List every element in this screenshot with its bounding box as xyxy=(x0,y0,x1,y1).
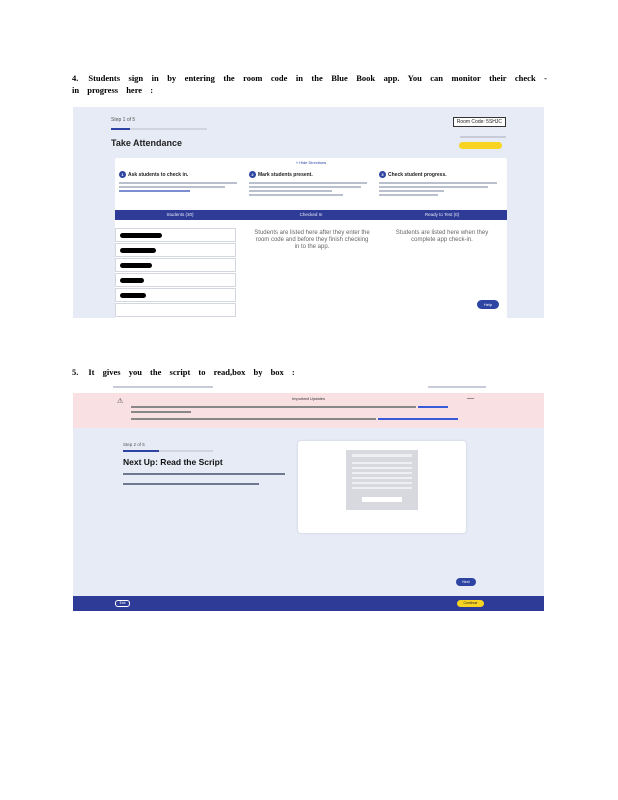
collapse-icon[interactable]: — xyxy=(467,395,474,402)
continue-button[interactable]: Continue xyxy=(457,600,484,607)
student-table xyxy=(115,220,507,318)
step-5-number: 5. xyxy=(72,367,79,377)
help-button[interactable]: Help xyxy=(477,300,499,309)
redacted-name xyxy=(120,293,146,298)
hide-directions-label: Hide Directions xyxy=(299,160,327,165)
attendance-screenshot xyxy=(73,107,544,318)
direction-1 xyxy=(119,171,237,192)
step-4-number: 4. xyxy=(72,73,79,83)
checked-in-empty-message: Students are listed here after they enter the room code and before they finish checking in to the app. xyxy=(254,230,370,250)
student-row[interactable] xyxy=(115,228,236,242)
warning-link-2[interactable] xyxy=(378,418,458,420)
exit-button[interactable]: Exit xyxy=(115,600,130,607)
step-progress-fill xyxy=(123,450,159,452)
direction-number: 1 xyxy=(119,171,126,178)
direction-2 xyxy=(249,171,367,196)
chevron-up-icon: ˄ xyxy=(295,160,299,165)
student-row[interactable] xyxy=(115,273,236,287)
student-row[interactable] xyxy=(115,243,236,257)
step-4-text: Students sign in by entering the room code in the Blue Book app. You can monitor their check -in progress here : xyxy=(72,73,547,95)
directions-card xyxy=(115,158,507,212)
page-title: Take Attendance xyxy=(111,138,183,148)
table-header-band xyxy=(115,210,507,220)
hide-directions-link[interactable] xyxy=(115,160,507,165)
step-progress-bar xyxy=(123,450,213,452)
direction-title: Mark students present. xyxy=(258,171,313,178)
document-illustration xyxy=(346,450,418,510)
direction-number: 3 xyxy=(379,171,386,178)
script-illustration-card xyxy=(298,441,466,533)
step-5-text: It gives you the script to read,box by box : xyxy=(88,367,295,377)
redacted-name xyxy=(120,233,162,238)
column-header-students: Students (30) xyxy=(166,212,194,217)
student-row[interactable] xyxy=(115,258,236,272)
page-title: Next Up: Read the Script xyxy=(123,457,223,467)
step-5-paragraph xyxy=(72,366,295,378)
step-4-paragraph xyxy=(72,72,547,96)
warning-link[interactable] xyxy=(418,406,448,408)
column-header-checked-in: Checked In xyxy=(299,212,323,217)
student-row[interactable] xyxy=(115,303,236,317)
direction-title: Check student progress. xyxy=(388,171,447,178)
redacted-name xyxy=(120,278,144,283)
yellow-action-button[interactable] xyxy=(459,142,502,149)
script-screenshot xyxy=(73,383,544,611)
room-code-help-text xyxy=(460,136,506,138)
room-code-badge: Room Code: 5SHJC xyxy=(453,117,506,127)
direction-number: 2 xyxy=(249,171,256,178)
next-button[interactable]: Next xyxy=(456,578,476,586)
step-indicator: Step 1 of 5 xyxy=(111,117,136,123)
step-indicator: Step 2 of 5 xyxy=(123,442,145,447)
direction-title: Ask students to check in. xyxy=(128,171,189,178)
step-progress-fill xyxy=(111,128,130,130)
top-strip xyxy=(73,383,544,393)
column-header-ready: Ready to Test (0) xyxy=(424,212,460,217)
redacted-name xyxy=(120,263,152,268)
ready-empty-message: Students are listed here when they complete app check-in. xyxy=(395,230,489,243)
warning-title: Important Updates xyxy=(292,396,325,401)
alert-icon: ⚠ xyxy=(117,398,124,405)
step-progress-bar xyxy=(111,128,207,130)
redacted-name xyxy=(120,248,156,253)
warning-banner xyxy=(73,393,544,428)
bottom-bar xyxy=(73,596,544,611)
direction-3 xyxy=(379,171,497,196)
student-row[interactable] xyxy=(115,288,236,302)
